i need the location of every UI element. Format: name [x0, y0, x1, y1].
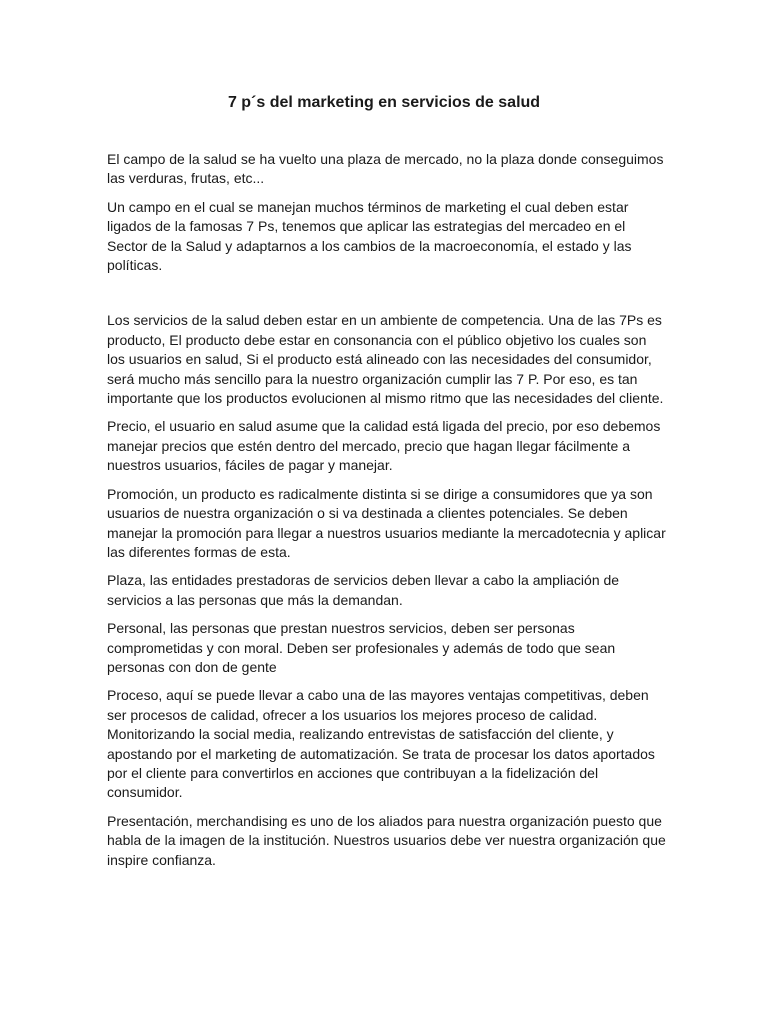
paragraph-promotion: Promoción, un producto es radicalmente distinta si se dirige a consumidores que ya son usuarios de nuestra organización o si va destinada a clientes potenciales. Se deben manejar la promoción para llegar a nuestros usuarios mediante la mercadotecnia y aplicar las diferentes formas de esta. — [107, 485, 666, 560]
paragraph-price: Precio, el usuario en salud asume que la calidad está ligada del precio, por eso debemos manejar precios que estén dentro del mercado, precio que hagan llegar fácilmente a nuestros usuarios, fáciles de pagar y manejar. — [107, 418, 661, 474]
paragraph-intro: El campo de la salud se ha vuelto una plaza de mercado, no la plaza donde conseguimos las verduras, frutas, etc... — [107, 151, 664, 187]
paragraph-place: Plaza, las entidades prestadoras de servicios deben llevar a cabo la ampliación de servicios a las personas que más la demandan. — [107, 572, 620, 608]
paragraph-personnel: Personal, las personas que prestan nuestros servicios, deben ser personas comprometidas y con moral. Deben ser profesionales y además de todo que sean personas con don de gente — [107, 620, 616, 675]
paragraph-presentation: Presentación, merchandising es uno de los aliados para nuestra organización puesto que habla de la imagen de la institución. Nuestros usuarios debe ver nuestra organización que inspire confianza. — [107, 812, 666, 868]
paragraph-marketing-field: Un campo en el cual se manejan muchos términos de marketing el cual deben estar ligados de la famosas 7 Ps, tenemos que aplicar las estrategias del mercadeo en el Sector de la Salud y adaptarnos a los cambios de la macroeconomía, el estado y las políticas. — [107, 198, 632, 274]
document-title: 7 p´s del marketing en servicios de salud — [227, 94, 541, 111]
paragraph-process: Proceso, aquí se puede llevar a cabo una de las mayores ventajas competitivas, deben ser procesos de calidad, ofrecer a los usuarios los mejores proceso de calidad. Monitorizando la social media, realizando entrevistas de satisfacción del cliente, y apostando por el marketing de automatización. Se trata de procesar los datos aportados por el cliente para convertirlos en acciones que contribuyan a la fidelización del consumidor. — [107, 687, 655, 801]
document-body — [107, 150, 667, 879]
paragraph-product: Los servicios de la salud deben estar en un ambiente de competencia. Una de las 7Ps es producto, El producto debe estar en consonancia con el público objetivo los cuales son los usuarios en salud, Si el producto está alineado con las necesidades del consumidor, será mucho más sencillo para la nuestro organización cumplir las 7 P. Por eso, es tan importante que los productos evolucionen al mismo ritmo que las necesidades del cliente. — [107, 312, 664, 407]
